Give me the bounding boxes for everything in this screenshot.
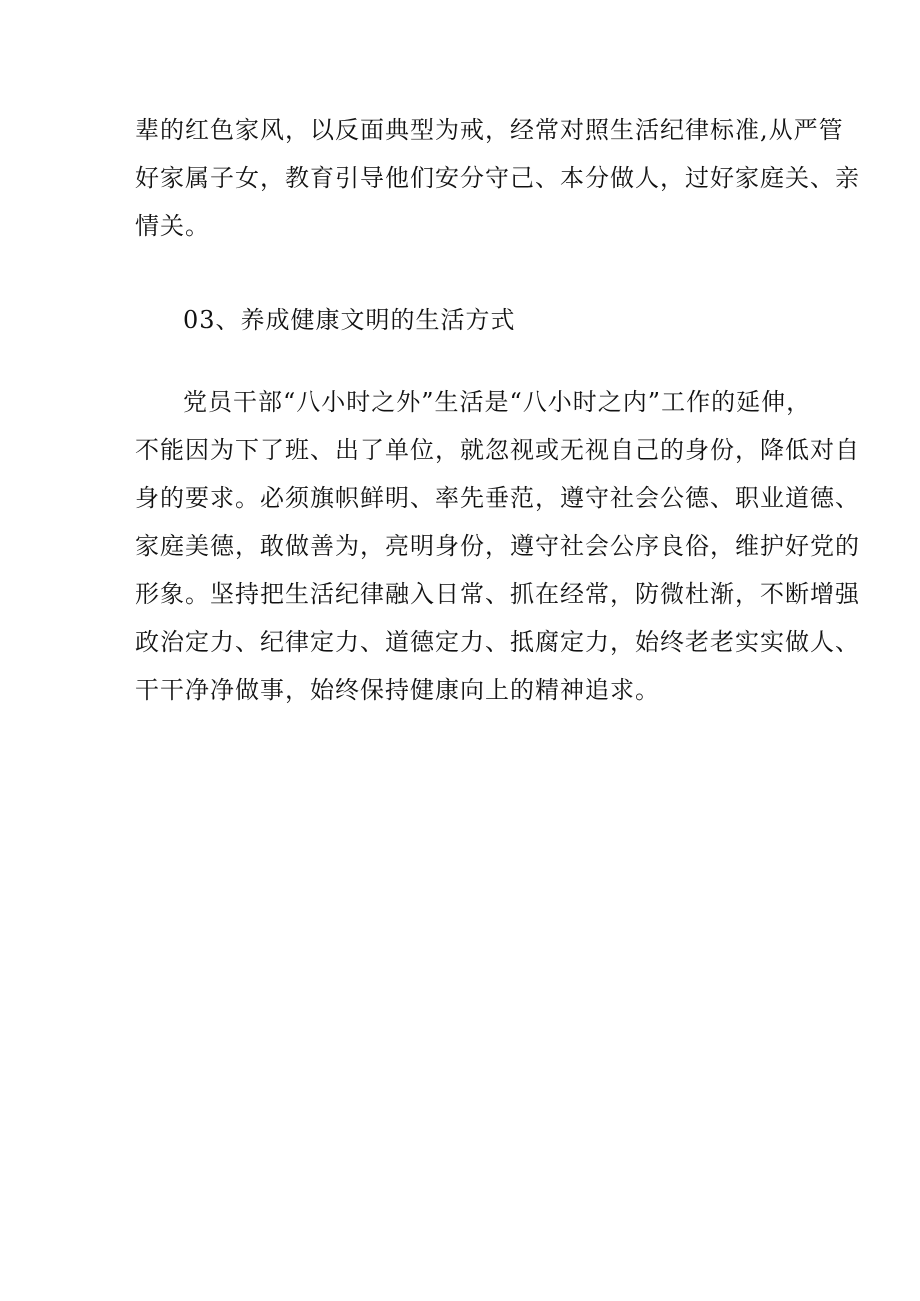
paragraph-line: 好家属子女，教育引导他们安分守己、本分做人，过好家庭关、亲 bbox=[135, 164, 860, 192]
section-heading bbox=[135, 296, 795, 344]
paragraph-line: 不能因为下了班、出了单位，就忽视或无视自己的身份，降低对自 bbox=[135, 436, 860, 464]
paragraph-line: 身的要求。必须旗帜鲜明、率先垂范，遵守社会公德、职业道德、 bbox=[135, 484, 860, 512]
paragraph-line: 家庭美德，敢做善为，亮明身份，遵守社会公序良俗，维护好党的 bbox=[135, 532, 860, 560]
section-heading-text: 03、养成健康文明的生活方式 bbox=[183, 306, 516, 334]
paragraph-line: 政治定力、纪律定力、道德定力、抵腐定力，始终老老实实做人、 bbox=[135, 628, 860, 656]
paragraph-family-discipline bbox=[135, 106, 860, 250]
paragraph-line: 党员干部“八小时之外”生活是“八小时之内”工作的延伸， bbox=[183, 388, 812, 416]
paragraph-healthy-lifestyle bbox=[135, 378, 860, 714]
paragraph-line: 情关。 bbox=[135, 212, 210, 240]
paragraph-line: 辈的红色家风，以反面典型为戒，经常对照生活纪律标准,从严管 bbox=[135, 116, 844, 144]
paragraph-line: 干干净净做事，始终保持健康向上的精神追求。 bbox=[135, 676, 660, 704]
paragraph-line: 形象。坚持把生活纪律融入日常、抓在经常，防微杜渐，不断增强 bbox=[135, 580, 860, 608]
